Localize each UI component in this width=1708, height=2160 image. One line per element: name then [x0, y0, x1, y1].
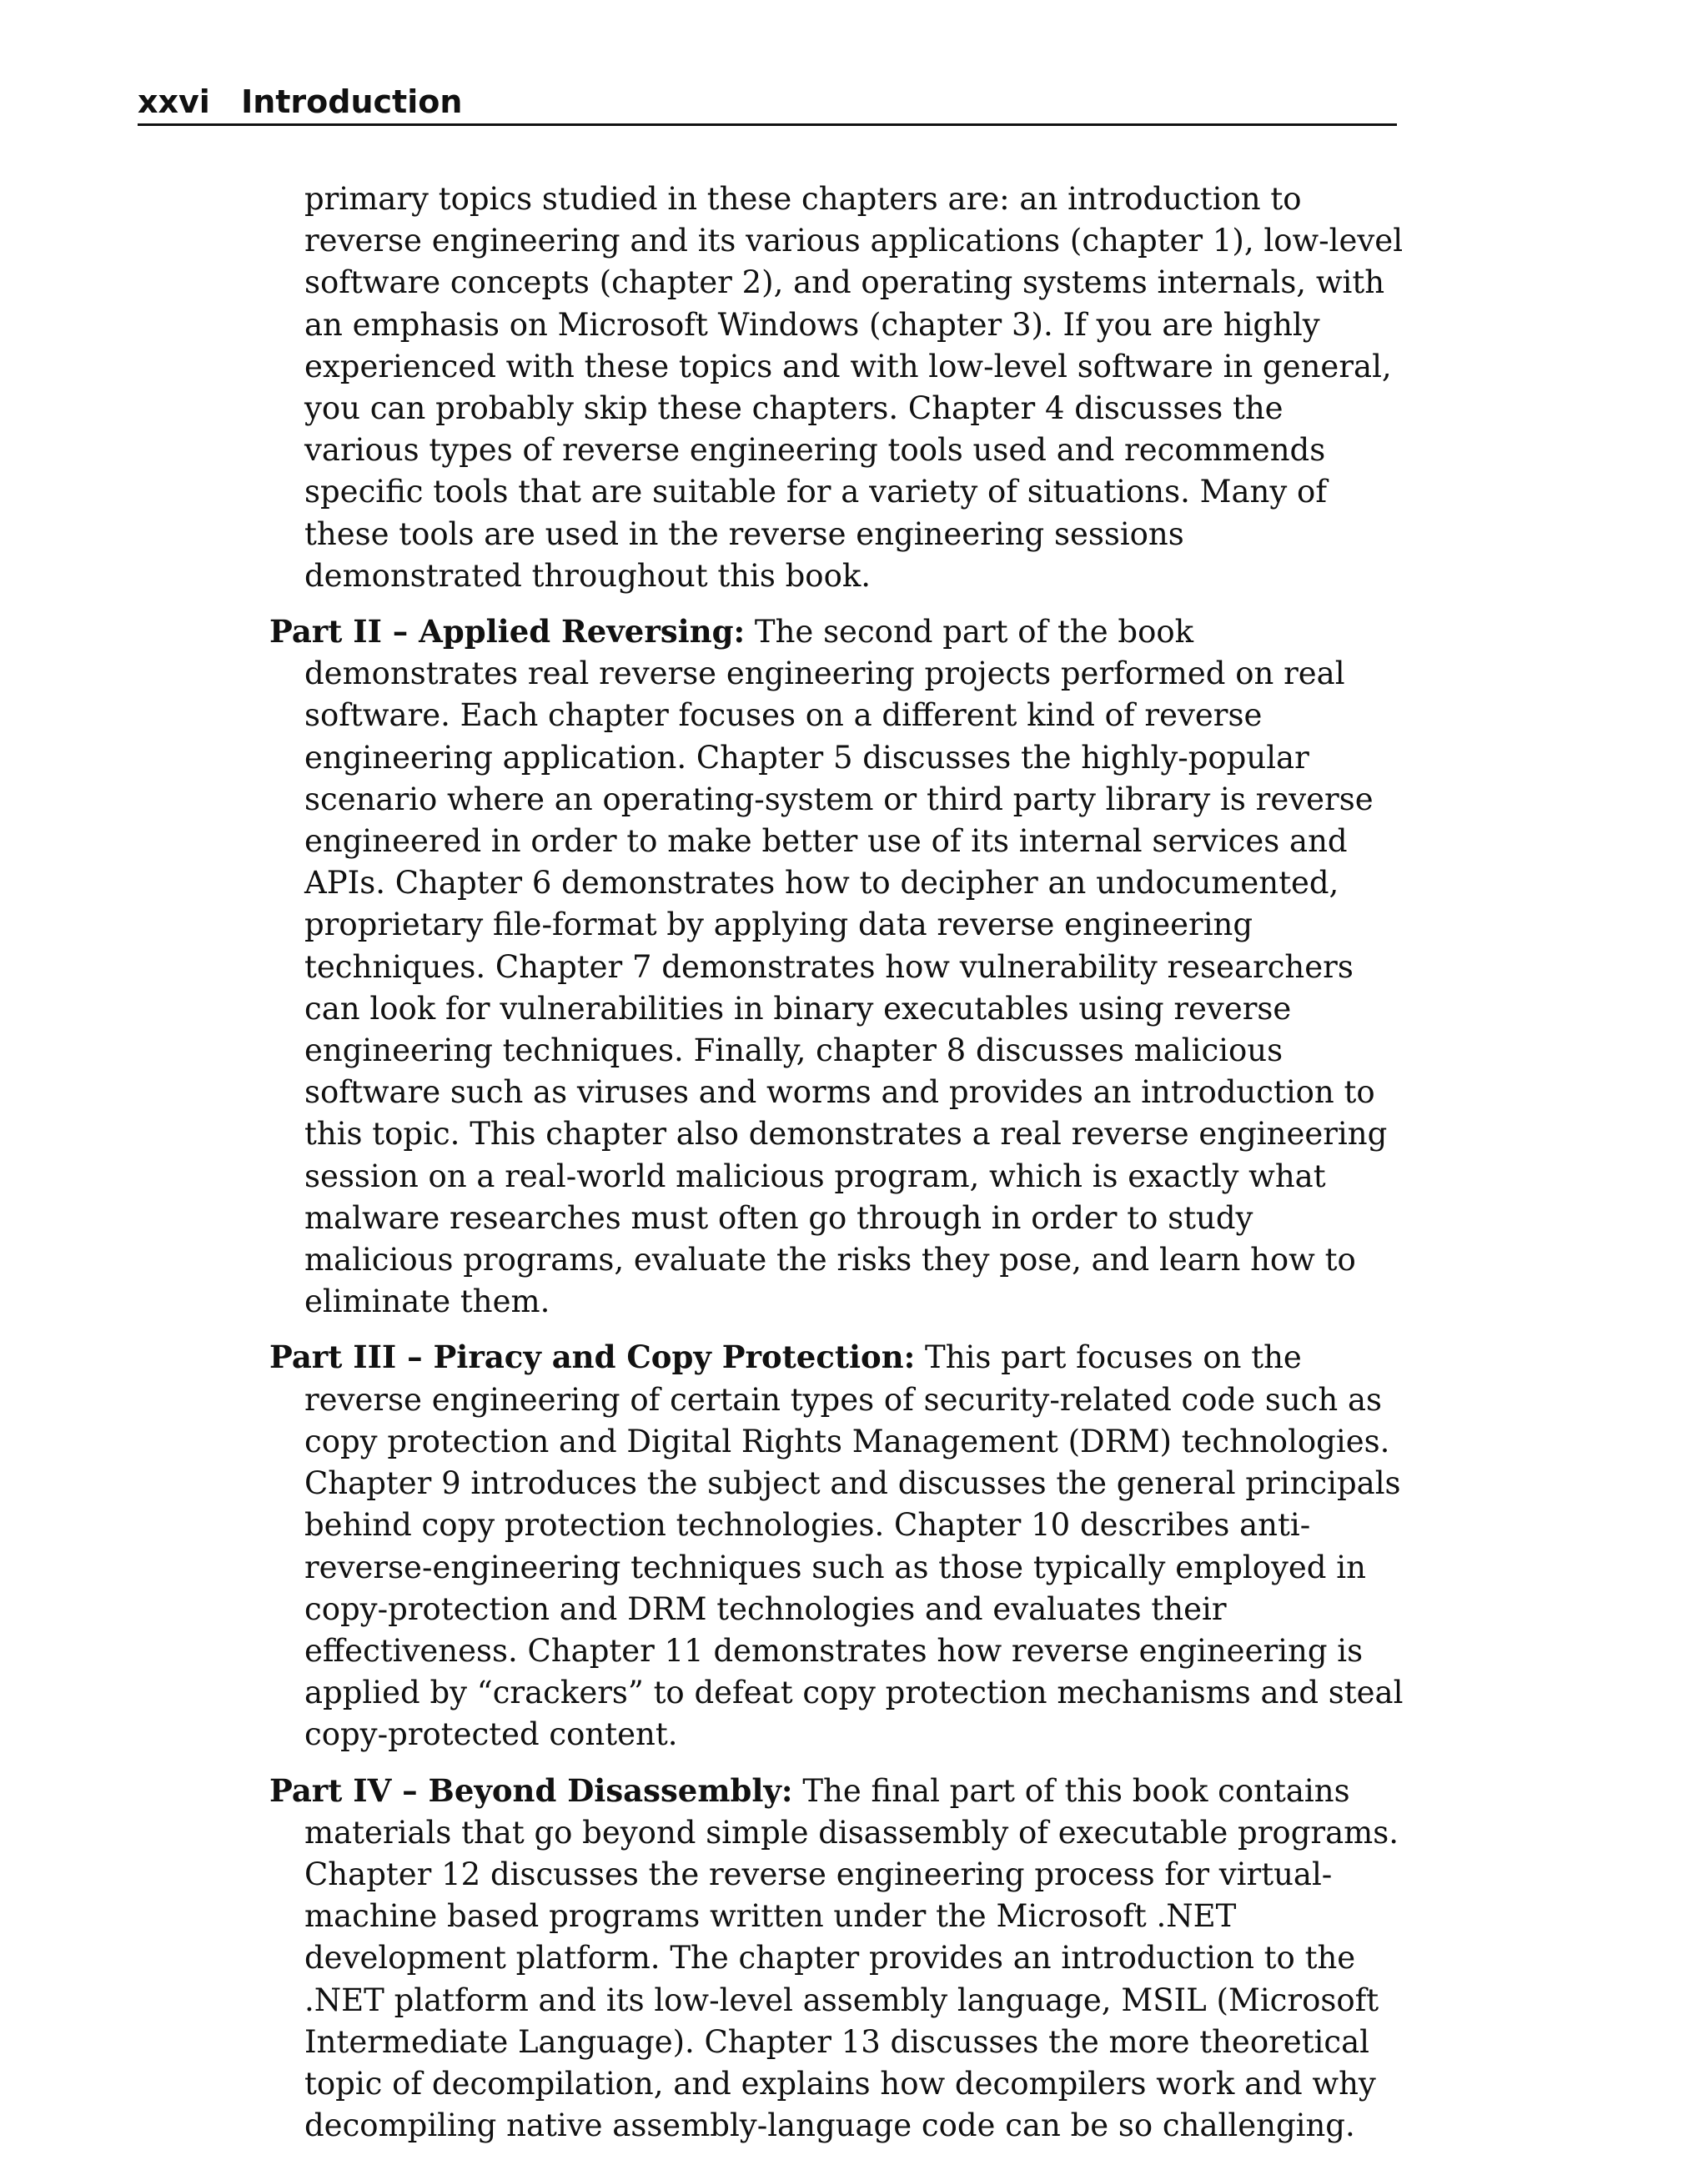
- body-text: [269, 178, 1405, 2160]
- part-iii-heading: Part III – Piracy and Copy Protection:: [269, 1339, 916, 1376]
- part-iv-entry: [269, 1770, 1405, 2147]
- part-iii-text: This part focuses on the reverse engineering of certain types of security-related code such as copy protection and Digital Rights Management (DRM) technologies. Chapter 9 introduces the subject and discusses the general principals behind copy protection technologies. Chapter 10 describes anti-reverse-engineering techniques such as those typically employed in copy-protection and DRM technologies and evaluates their effectiveness. Chapter 11 demonstrates how reverse engineering is applied by “crackers” to defeat copy protection mechanisms and steal copy-protected content.: [304, 1339, 1404, 1753]
- continuation-paragraph: primary topics studied in these chapters are: an introduction to reverse engineering and its various applications (chapter 1), low-level software concepts (chapter 2), and operating systems internals, with an emphasis on Microsoft Windows (chapter 3). If you are highly experienced with these topics and with low-level software in general, you can probably skip these chapters. Chapter 4 discusses the various types of reverse engineering tools used and recommends specific tools that are suitable for a variety of situations. Many of these tools are used in the reverse engineering sessions demonstrated throughout this book.: [304, 181, 1404, 594]
- part-iv-heading: Part IV – Beyond Disassembly:: [269, 1771, 793, 1809]
- running-head: [138, 80, 1397, 126]
- part-iii-entry: [269, 1336, 1405, 1756]
- page-number: xxvi: [138, 83, 210, 120]
- part-ii-entry: [269, 610, 1405, 1323]
- part-ii-heading: Part II – Applied Reversing:: [269, 613, 746, 651]
- section-title: Introduction: [241, 83, 463, 120]
- part-iv-text: The final part of this book contains materials that go beyond simple disassembly of executable programs. Chapter 12 discusses the reverse engineering process for virtual-machine based programs written under the Microsoft .NET development platform. The chapter provides an introduction to the .NET platform and its low-level assembly language, MSIL (Microsoft Intermediate Language). Chapter 13 discusses the more theoretical topic of decompilation, and explains how decompilers work and why decompiling native assembly-language code can be so challenging.: [304, 1772, 1399, 2144]
- part-ii-text: The second part of the book demonstrates real reverse engineering projects performed on real software. Each chapter focuses on a different kind of reverse engineering application. Chapter 5 discusses the highly-popular scenario where an operating-system or third party library is reverse engineered in order to make better use of its internal services and APIs. Chapter 6 demonstrates how to decipher an undocumented, proprietary file-format by applying data reverse engineering techniques. Chapter 7 demonstrates how vulnerability researchers can look for vulnerabilities in binary executables using reverse engineering techniques. Finally, chapter 8 discusses malicious software such as viruses and worms and provides an introduction to this topic. This chapter also demonstrates a real reverse engineering session on a real-world malicious program, which is exactly what malware researches must often go through in order to study malicious programs, evaluate the risks they pose, and learn how to eliminate them.: [304, 614, 1388, 1320]
